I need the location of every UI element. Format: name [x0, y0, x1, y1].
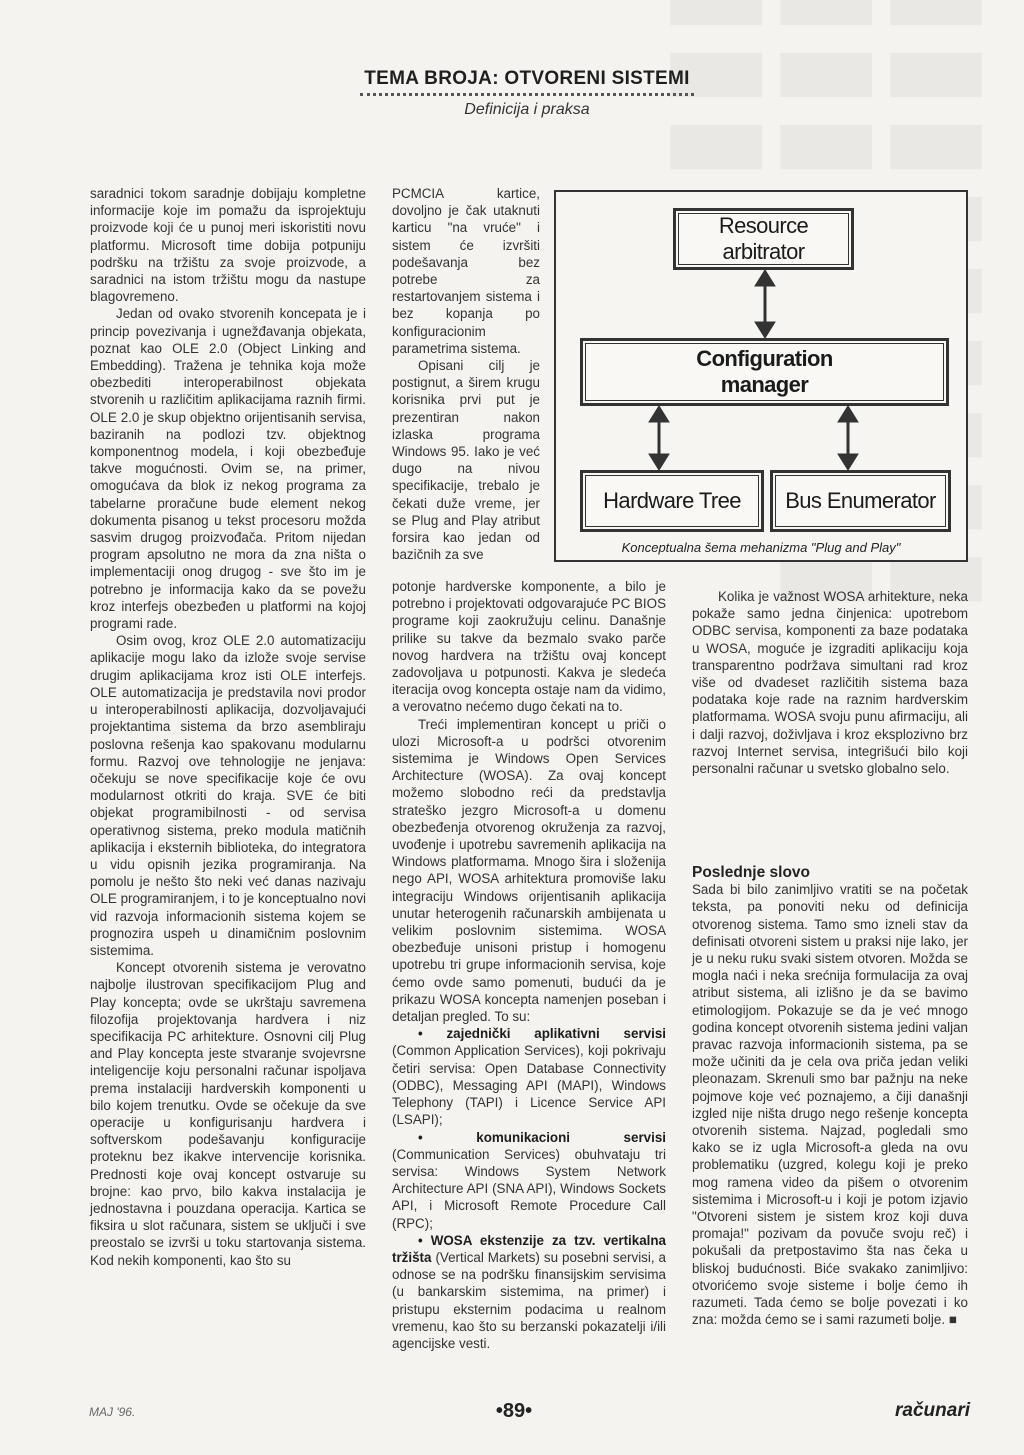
- text-column-2-bottom: [392, 578, 666, 1352]
- arrow-head-up: [755, 270, 775, 286]
- config-line-1: Configuration: [696, 346, 833, 371]
- list-item: [392, 1232, 666, 1352]
- magazine-brand: računari: [895, 1400, 970, 1421]
- paragraph: Koncept otvorenih sistema je verovatno najbolje ilustrovan specifikacijom Plug and Play koncepta; ovde se ukrštaju savremena filozofija projektovanja hardvera i niz specifikacija PC arhitekture. Osnovni cilj Plug and Play koncepta jeste stvaranje svojevrsne inteligencije koju personalni računar ispoljava prema instalaciji hardverskih komponenti u bilo kojem trenutku. Ovde se očekuje da sve operacije u konfigurisanju hardvera i softverskom podešavanju konfiguracije proteknu bez ikakve intervencije korisnika. Prednosti koje ovaj koncept ostvaruje su brojne: kao prvo, bilo kakva instalacija je jednostavna i pouzdana operacija. Kartica se fiksira u slot računara, sistem se uključi i sve preostalo se izvrši u toku startovanja sistema. Kod nekih komponenti, kao što su: [90, 960, 366, 1268]
- paragraph: Osim ovog, kroz OLE 2.0 automatizaciju aplikacije mogu lako da izlože svoje servise drugim aplikacijama kroz isti OLE interfejs. OLE automatizacija je predstavila novi prodor u interoperabilnosti aplikacija, dozvoljavajući projektantima sistema da brzo asembliraju poslovna rešenja kao spakovanu modularnu formu. Razvoj ove tehnologije ne jenjava: očekuju se nove specifikacije koje će ovu modularnost otkriti do kraja. SVE će biti objekat programibilnosti - od servisa operativnog sistema, preko modula matičnih aplikacija i eksternih biblioteka, do integratora u vidu opisnih jezika programiranja. Na pomolu je nešto što neki već danas nazivaju OLE programiranjem, i to je konceptualno novi vid razvoja informacionih sistema kojem se prognozira uspeh u dinamičnim poslovnim sistemima.: [90, 633, 366, 958]
- paragraph: PCMCIA kartice, dovoljno je čak utaknuti karticu "na vruće" i sistem će izvršiti podešavanja bez potrebe za restartovanjem sistema i bez kopanja po konfiguracionim parametrima sistema.: [392, 186, 540, 356]
- text-column-3-bottom: [692, 864, 968, 1328]
- resource-arbitrator-box: Resource arbitrator: [673, 208, 854, 270]
- paragraph: Treći implementiran koncept u priči o ulozi Microsoft-a u podršci otvorenim sistemima je Windows Open Services Architecture (WOSA). Za ovaj koncept možemo slobodno reći da predstavlja strateško jezgro Microsoft-a u domenu obezbeđenja otvorenog okruženja za razvoj, uvođenje i upotrebu savremenih aplikacija na Windows platformama. Mnogo šira i složenija nego API, WOSA arhitektura promoviše laku integraciju Windows orijentisanih aplikacija unutar heterogenih računarskih ambijenata u velikim poslovnim sistemima. WOSA obezbeđuje unisoni pristup i homogenu upotrebu tri grupe informacionih servisa, koje ćemo ovde samo pomenuti, budući da je prikazu WOSA koncepta namenjen poseban i detaljan pregled. To su:: [392, 716, 666, 1025]
- page-number: •89•: [495, 1400, 533, 1422]
- text-column-2-top: [392, 185, 540, 563]
- paragraph: saradnici tokom saradnje dobijaju kompletne informacije koje im pomažu da isprojektuju proizvode koji će u punoj meri iskoristiti novu platformu. Microsoft time dobija potpuniju podršku na tržištu za svoje proizvode, a saradnici na istom tržištu mogu da nastupe blagovremeno.: [90, 186, 366, 305]
- list-item: [392, 1025, 666, 1128]
- configuration-manager-box: [580, 338, 949, 406]
- paragraph: Sada bi bilo zanimljivo vratiti se na početak teksta, pa ponoviti neku od definicija otvorenog sistema. Tamo smo izneli stav da definisati otvoreni sistem u praksi nije lako, jer je u neku ruku svaki sistem otvoren. Možda se mogla naći i neka srećnija formulacija za ovaj atribut sistema, ali izlišno je da se bavimo etimologijom. Pokazuje se da je već mnogo godina koncept otvorenih sistema jedini valjan pravac razvoja informacionih sistema, pa se može učiniti da je cela ova priča jedan veliki pleonazam. Skrenuli smo bar pažnju na neke pojmove koje već poznajemo, a čiji današnji izgled nije ništa drugo nego rešenje koncepta otvorenih sistema. Najzad, pogledali smo kako se iz ugla Microsoft-a gleda na ovu problematiku (uzgred, kolegu koji je preko mog ramena video da pišem o otvorenim sistemima i Microsoft-u i koji je potom izjavio "Otvoreni sistem je sistem kroz koji duva promaja!" pozivam da povuče svoju reč) i pokušali da pretpostavimo šta nas čeka u bliskoj budućnosti. Biće svakako zanimljivo: otvorićemo svoje sisteme i bolje ćemo ih razumeti. Tada ćemo se bolje povezati i ko zna: možda ćemo se i sami razumeti bolje. ■: [692, 882, 968, 1328]
- arrow-head-down: [649, 454, 669, 470]
- text-column-1: [90, 185, 366, 1269]
- arrow-head-down: [755, 322, 775, 338]
- arrow-head-down: [838, 454, 858, 470]
- paragraph-continued: Opisani cilj je postignut, a širem krugu korisnika prvi put je prezentiran nakon izlaska programa Windows 95. Iako je već dugo na nivou specifikacije, trebalo je čekati duže vreme, jer se Plug and Play atribut forsira kao jedan od bazičnih za sve: [392, 358, 540, 563]
- list-item-title: • WOSA ekstenzije za tzv. vertikalna tržišta: [392, 1232, 666, 1265]
- paragraph: Jedan od ovako stvorenih koncepata je i princip povezivanja i ugnežđavanja objekata, poznat kao OLE 2.0 (Object Linking and Embedding). Tražena je tehnika koja može obezbediti interoperabilnost objekata stvorenih u različitim aplikacijama raznih firmi. OLE 2.0 je skup objektno orijentisanih servisa, baziranih na podlozi tzv. objektnog komponentnog modela, i koji obezbeđuje takve mogućnosti. Ovim se, na primer, omogućava da blok iz nekog programa za tabelarne proračune bude element nekog dokumenta pisanog u tekst procesoru možda sasvim drugog proizvođača. Pritom nijedan program apsolutno ne mora da zna ništa o implementaciji onog drugog - sve što im je potrebno je informacija kako da se povežu kroz interfejs obezbeđen u platformi na kojoj programi rade.: [90, 306, 366, 632]
- hardware-tree-box: Hardware Tree: [580, 470, 764, 532]
- list-item-title: • zajednički aplikativni servisi: [418, 1026, 666, 1042]
- paragraph: Kolika je važnost WOSA arhitekture, neka pokaže samo jedna činjenica: upotrebom ODBC servisa, komponenti za baze podataka u WOSA, moguće je izgraditi aplikaciju koja transparentno podržava simultani rad kroz više od dvadeset različitih sistema baza podataka koje rade na raznim hardverskim platformama. WOSA svoju punu afirmaciju, ali i dalji razvoj, doživljava i kroz eksplozivno brz razvoj Internet servisa, integrišući bilo koji personalni računar u svetsko globalno selo.: [692, 589, 968, 777]
- section-heading: Poslednje slovo: [692, 864, 811, 881]
- list-item-text: (Communication Services) obuhvataju tri servisa: Windows System Network Architecture API (SNA API), Windows Sockets API, i Microsoft Remote Procedure Call (RPC);: [392, 1146, 666, 1231]
- list-item-title: • komunikacioni servisi: [418, 1129, 666, 1145]
- section-title: TEMA BROJA: OTVORENI SISTEMI: [360, 68, 693, 96]
- list-item-text: (Common Application Services), koji pokrivaju četiri servisa: Open Database Connectivity (ODBC), Messaging API (MAPI), Windows Telephony (TAPI) i Licence Service API (LSAPI);: [392, 1043, 666, 1128]
- section-subtitle: Definicija i praksa: [464, 101, 590, 118]
- config-label: [696, 346, 832, 398]
- list-item: [392, 1129, 666, 1232]
- config-line-2: manager: [720, 372, 809, 397]
- arrow-head-up: [649, 406, 669, 422]
- list-item-text: (Vertical Markets) su posebni servisi, a odnose se na podršku finansijskim servisima (u bankarskim sistemima, na primer) i pristupu eksternim podacima u realnom vremenu, kao što su berzanski pokazatelji i/ili agencijske vesti.: [392, 1249, 666, 1351]
- plug-and-play-diagram: [554, 190, 972, 566]
- page-header: [0, 68, 1024, 119]
- paragraph-continued: potonje hardverske komponente, a bilo je potrebno i projektovati odgovarajuće PC BIOS programe koji zaokružuju celinu. Današnje prilike su takve da bezmalo svako parče novog hardvera na tržištu ovaj koncept zadovoljava u potpunosti. Kakva je sledeća iteracija ovog koncepta ostaje nam da vidimo, a verovatno nećemo dugo čekati na to.: [392, 579, 666, 715]
- diagram-caption: Konceptualna šema mehanizma "Plug and Play": [621, 540, 901, 555]
- arrow-head-up: [838, 406, 858, 422]
- text-column-3-top: [692, 588, 968, 777]
- bus-enumerator-box: Bus Enumerator: [770, 470, 951, 532]
- issue-date: MAJ '96.: [89, 1405, 136, 1419]
